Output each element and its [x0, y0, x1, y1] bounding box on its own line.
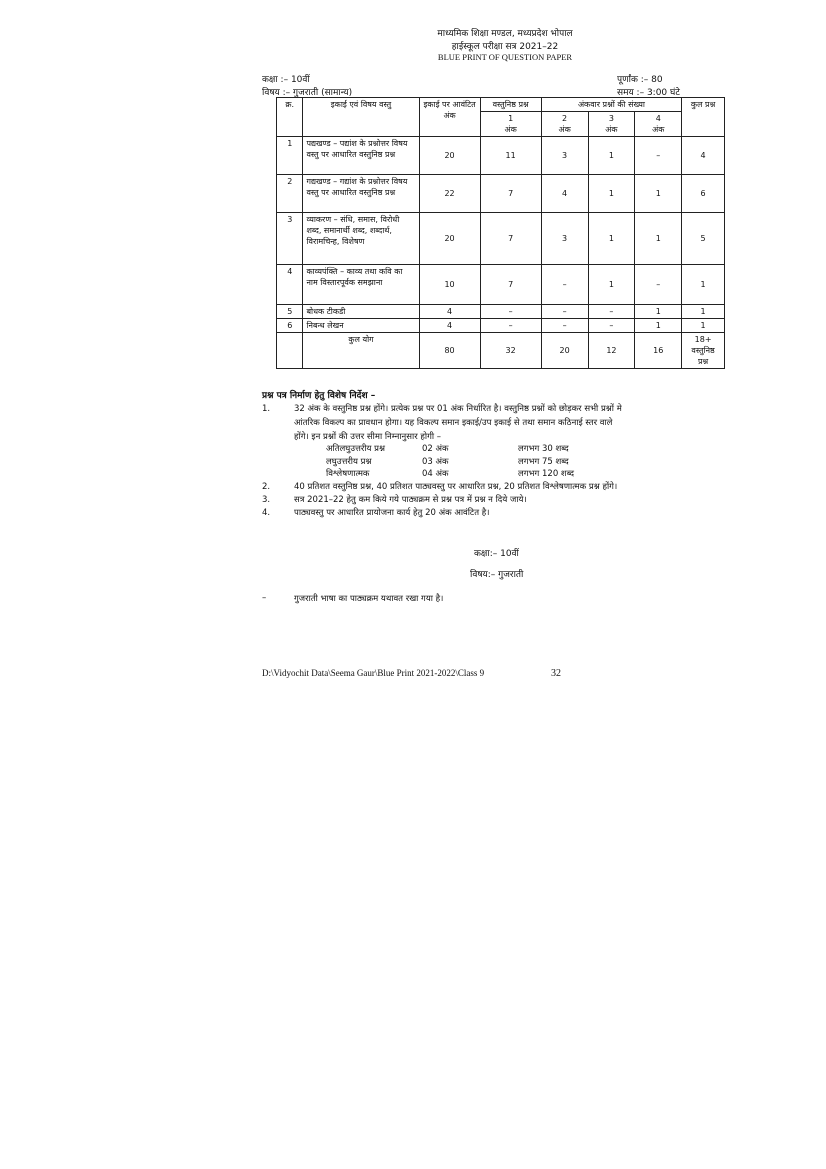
cell-m4: 1 — [635, 175, 682, 213]
cell-sn: 4 — [277, 265, 303, 305]
item-1-line-3: होंगे। इन प्रश्नों की उत्तर सीमा निम्नानुसार होगी – — [294, 432, 442, 442]
cell-m1: – — [480, 305, 541, 319]
table-row — [277, 213, 725, 265]
cell-m4: – — [635, 137, 682, 175]
item-3-number: 3. — [262, 495, 271, 505]
header-sn: क्र. — [277, 98, 303, 137]
cell-m4: 1 — [635, 305, 682, 319]
item-1-line-2: आंतरिक विकल्प का प्रावधान होगा। यह विकल्प समान इकाई/उप इकाई से तथा समान कठिनाई स्तर वाले — [294, 418, 613, 428]
cell-m2: – — [541, 305, 588, 319]
cell-topic: निबन्ध लेखन — [303, 319, 419, 333]
section2-note: गुजराती भाषा का पाठ्यक्रम यथावत रखा गया है। — [294, 594, 444, 604]
item-4-text: पाठ्यवस्तु पर आधारित प्रायोजना कार्य हेतु 20 अंक आवंटित है। — [294, 508, 490, 518]
limit-words: लगभग 75 शब्द — [518, 457, 569, 467]
cell-m2: 3 — [541, 137, 588, 175]
table-row — [277, 319, 725, 333]
item-1-line-1: 32 अंक के वस्तुनिष्ठ प्रश्न होंगे। प्रत्येक प्रश्न पर 01 अंक निर्धारित है। वस्तुनिष्ठ प्रश्नों को छोड़कर सभी प्रश्नों मे — [294, 404, 622, 414]
item-2-number: 2. — [262, 482, 271, 492]
item-2-text: 40 प्रतिशत वस्तुनिष्ठ प्रश्न, 40 प्रतिशत पाठ्यवस्तु पर आधारित प्रश्न, 20 प्रतिशत विश्लेषणात्मक प्रश्न होंगे। — [294, 482, 618, 492]
header-line-3: BLUE PRINT OF QUESTION PAPER — [437, 52, 573, 62]
cell-topic: काव्यपंक्ति – काव्य तथा कवि का नाम विस्तारपूर्वक समझाना — [303, 265, 419, 305]
section2-class: कक्षा:– 10वीं — [474, 549, 519, 559]
header-topic: इकाई एवं विषय वस्तु — [303, 98, 419, 137]
cell-unit: 20 — [419, 137, 480, 175]
cell-total: 4 — [682, 137, 725, 175]
header-3-marks: 3 अंक — [588, 112, 635, 137]
cell-total: 6 — [682, 175, 725, 213]
cell-sn: 3 — [277, 213, 303, 265]
blueprint-table — [276, 97, 725, 369]
limit-marks: 04 अंक — [422, 469, 449, 479]
cell-m2: 4 — [541, 175, 588, 213]
cell-topic: बोधक टीकडी — [303, 305, 419, 319]
cell-topic: गद्यखण्ड – गद्यांश के प्रश्नोत्तर विषय वस्तु पर आधारित वस्तुनिष्ठ प्रश्न — [303, 175, 419, 213]
instructions-title: प्रश्न पत्र निर्माण हेतु विशेष निर्देश – — [262, 391, 376, 401]
header-2-marks: 2 अंक — [541, 112, 588, 137]
item-1-number: 1. — [262, 404, 271, 414]
cell-sn: 5 — [277, 305, 303, 319]
header-4-marks: 4 अंक — [635, 112, 682, 137]
cell-total: 1 — [682, 265, 725, 305]
table-row — [277, 137, 725, 175]
cell-m1: 7 — [480, 175, 541, 213]
cell-m3: 1 — [588, 137, 635, 175]
cell-m3: 1 — [588, 213, 635, 265]
totals-m1: 32 — [480, 333, 541, 369]
marks-label: पूर्णांक :– 80 — [617, 75, 663, 85]
cell-m3: 1 — [588, 265, 635, 305]
cell-m2: – — [541, 319, 588, 333]
cell-sn: 2 — [277, 175, 303, 213]
item-3-text: सत्र 2021–22 हेतु कम किये गये पाठ्यक्रम से प्रश्न पत्र में प्रश्न न दिये जाये। — [294, 495, 527, 505]
cell-m3: 1 — [588, 175, 635, 213]
cell-m1: 11 — [480, 137, 541, 175]
cell-m2: 3 — [541, 213, 588, 265]
limit-words: लगभग 30 शब्द — [518, 444, 569, 454]
table-row — [277, 265, 725, 305]
header-total: कुल प्रश्न — [682, 98, 725, 137]
table-row — [277, 175, 725, 213]
cell-total: 1 — [682, 305, 725, 319]
cell-m1: 7 — [480, 265, 541, 305]
section2-dash: – — [262, 593, 267, 603]
limit-words: लगभग 120 शब्द — [518, 469, 575, 479]
header-marks-group: अंकवार प्रश्नों की संख्या — [541, 98, 681, 112]
header-line-2: हाईस्कूल परीक्षा सत्र 2021–22 — [451, 42, 559, 52]
cell-unit: 4 — [419, 319, 480, 333]
cell-m3: – — [588, 319, 635, 333]
header-unit-marks: इकाई पर आवंटित अंक — [419, 98, 480, 137]
time-label: समय :– 3:00 घंटे — [617, 88, 680, 98]
cell-m3: – — [588, 305, 635, 319]
totals-unit: 80 — [419, 333, 480, 369]
class-label: कक्षा :– 10वीं — [262, 75, 310, 85]
footer-path: D:\Vidyochit Data\Seema Gaur\Blue Print 2021-2022\Class 9 — [262, 668, 485, 678]
totals-label: कुल योग — [303, 333, 419, 369]
totals-row — [277, 333, 725, 369]
header-1-mark: 1 अंक — [480, 112, 541, 137]
cell-topic: व्याकरण – संधि, समास, विरोधी शब्द, समानार्थी शब्द, शब्दार्थ, विरामचिन्ह, विशेषण — [303, 213, 419, 265]
cell-unit: 22 — [419, 175, 480, 213]
item-4-number: 4. — [262, 508, 271, 518]
page-number: 32 — [551, 668, 561, 679]
subject-label: विषय :– गुजराती (सामान्य) — [262, 88, 353, 98]
cell-total: 1 — [682, 319, 725, 333]
cell-m2: – — [541, 265, 588, 305]
cell-sn-empty — [277, 333, 303, 369]
cell-unit: 20 — [419, 213, 480, 265]
limit-type: अतिलघुउत्तरीय प्रश्न — [326, 444, 386, 454]
cell-m1: – — [480, 319, 541, 333]
cell-m4: 1 — [635, 213, 682, 265]
cell-sn: 1 — [277, 137, 303, 175]
cell-sn: 6 — [277, 319, 303, 333]
cell-m1: 7 — [480, 213, 541, 265]
totals-m2: 20 — [541, 333, 588, 369]
cell-unit: 10 — [419, 265, 480, 305]
totals-m4: 16 — [635, 333, 682, 369]
header-line-1: माध्यमिक शिक्षा मण्डल, मध्यप्रदेश भोपाल — [437, 29, 573, 39]
cell-m4: – — [635, 265, 682, 305]
section2-subject: विषय:– गुजराती — [470, 570, 524, 580]
header-objective: वस्तुनिष्ठ प्रश्न — [480, 98, 541, 112]
cell-m4: 1 — [635, 319, 682, 333]
totals-m3: 12 — [588, 333, 635, 369]
table-row — [277, 305, 725, 319]
cell-unit: 4 — [419, 305, 480, 319]
cell-total: 5 — [682, 213, 725, 265]
limit-marks: 02 अंक — [422, 444, 449, 454]
limit-type: लघुउत्तरीय प्रश्न — [326, 457, 372, 467]
cell-topic: पद्यखण्ड – पद्यांश के प्रश्नोत्तर विषय वस्तु पर आधारित वस्तुनिष्ठ प्रश्न — [303, 137, 419, 175]
limit-type: विश्लेषणात्मक — [326, 469, 370, 479]
limit-marks: 03 अंक — [422, 457, 449, 467]
totals-total: 18+ वस्तुनिष्ठ प्रश्न — [682, 333, 725, 369]
